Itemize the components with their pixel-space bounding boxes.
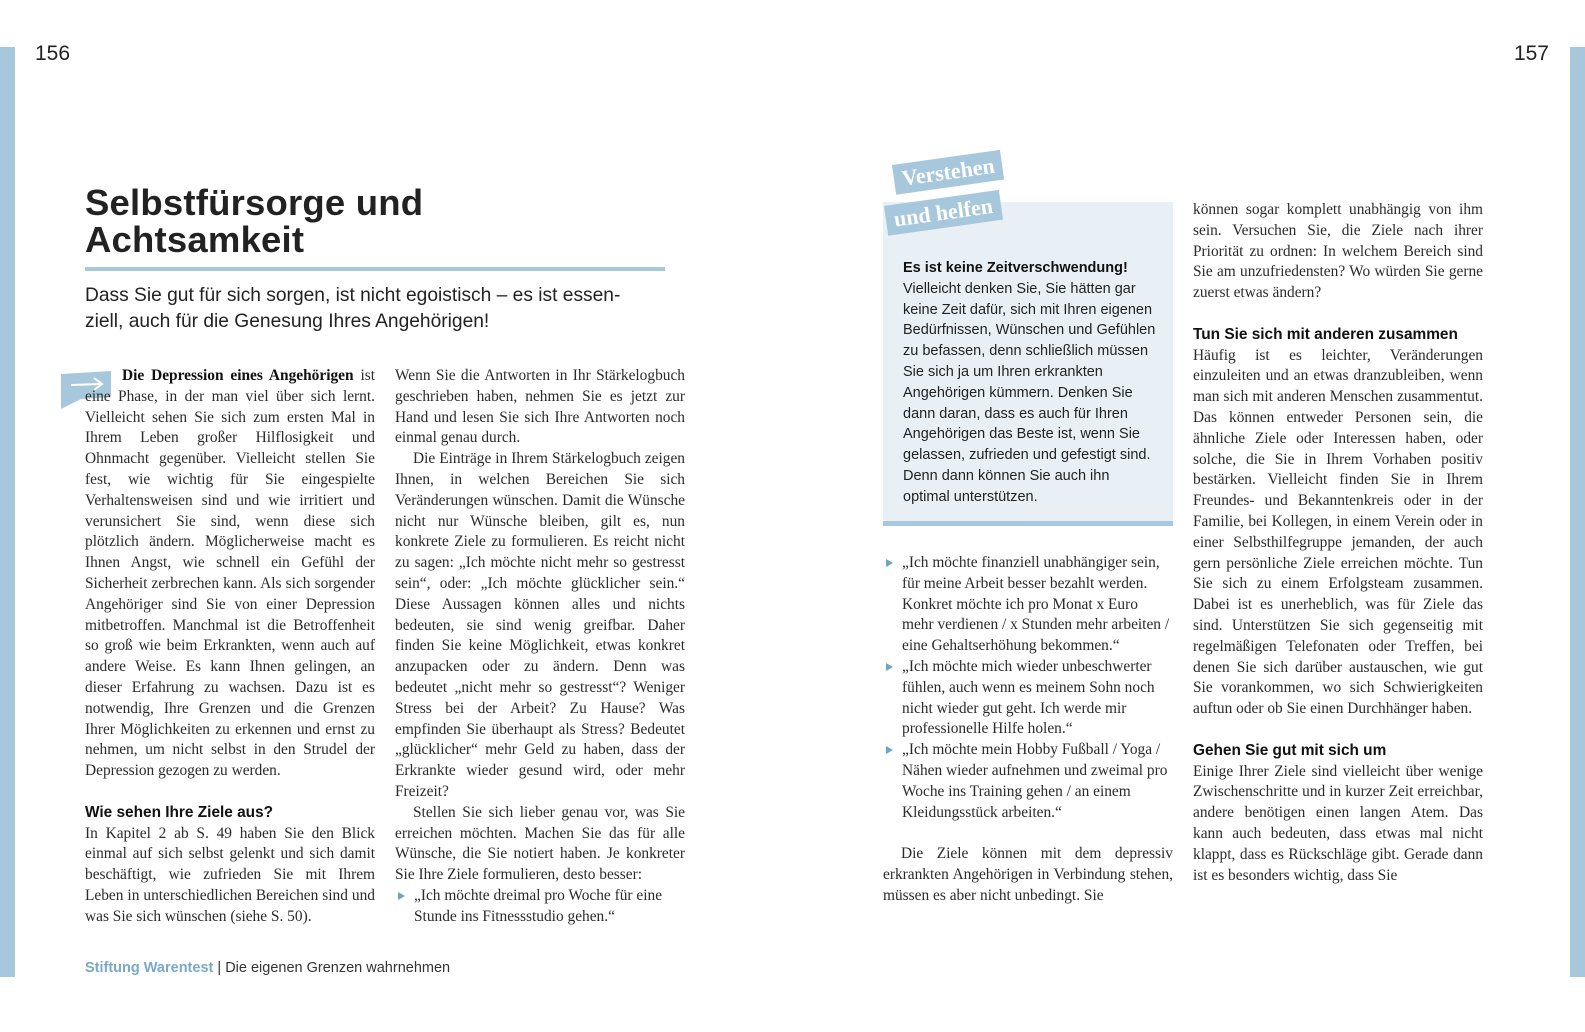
badge-line-2: und helfen xyxy=(884,190,1003,236)
running-footer xyxy=(85,960,450,976)
badge-line-1: Verstehen xyxy=(892,150,1004,195)
body-paragraph: Häufig ist es leichter, Veränderungen einzuleiten und an etwas dranzubleiben, wenn man sich mit anderen Menschen zusammentut. Das können entweder Personen sein, die ähnliche Ziele oder Interessen haben, oder solche, die Sie in Ihrem Vorhaben positiv bestärken. Vielleicht finden Sie in Ihrem Freundes- und Bekanntenkreis oder in der Familie, bei Kollegen, in einem Verein oder in einer Selbsthilfegruppe jemanden, der auch gern persönliche Ziele erreichen möchte. Tun Sie sich zu einem Erfolgsteam zusammen. Dabei ist es unerheblich, was für Ziele das sind. Unterstützen Sie sich gegenseitig mit regelmäßigen Telefonaten oder Treffen, bei denen Sie sich darüber austauschen, wie gut Sie vorankommen, wo sich Schwierigkeiten auftun oder ob Sie einen Durchhänger haben. xyxy=(1193,346,1483,718)
left-column-1 xyxy=(85,366,375,928)
info-box-body: Vielleicht denken Sie, Sie hätten gar keine Zeit dafür, sich mit Ihren eigenen Bedürfnissen, Wünschen und Gefühlen zu befassen, denn schließlich müssen Sie sich ja um Ihren erkrankten Angehörigen kümmern. Denken Sie dann daran, dass es auch für Ihren Angehörigen das Beste ist, wenn Sie gelassen, zufrieden und gefestigt sind. Denn dann können Sie auch ihn optimal unterstützen. xyxy=(903,280,1156,505)
right-page xyxy=(790,0,1585,1032)
body-paragraph: Die Ziele können mit dem depressiv erkrankten Angehörigen in Verbindung stehen, müssen es aber nicht unbedingt. Sie xyxy=(883,845,1173,904)
body-paragraph: Stellen Sie sich lieber genau vor, was Sie erreichen möchten. Machen Sie das für alle Wünsche, die Sie notiert haben. Je konkreter Sie Ihre Ziele formulieren, desto besser: xyxy=(395,803,685,884)
list-item-text: „Ich möchte dreimal pro Woche für eine Stunde ins Fitnessstudio gehen.“ xyxy=(414,886,663,925)
bullet-triangle-icon xyxy=(886,559,893,567)
bullet-triangle-icon xyxy=(886,746,893,754)
section-heading: Wie sehen Ihre Ziele aus? xyxy=(85,803,274,821)
page-number: 156 xyxy=(35,42,71,65)
info-box-rule xyxy=(883,521,1173,526)
list-item-text: „Ich möchte mich wieder unbeschwerter fühlen, auch wenn es meinem Sohn noch nicht wieder gut geht. Ich werde mir professionelle Hilfe holen.“ xyxy=(902,657,1155,738)
title-line-2: Achtsamkeit xyxy=(85,219,305,260)
lead-line-1: Dass Sie gut für sich sorgen, ist nicht egoistisch – es ist essen- xyxy=(85,285,621,306)
list-item xyxy=(883,553,1173,657)
page-edge-bar xyxy=(1570,47,1585,977)
page-title xyxy=(85,184,685,258)
info-box-text xyxy=(903,258,1158,508)
lead-line-2: ziell, auch für die Genesung Ihres Angehörigen! xyxy=(85,311,490,332)
list-item-text: „Ich möchte mein Hobby Fußball / Yoga / Nähen wieder aufnehmen und zweimal pro Woche ins Training gehen / an einem Kleidungsstück arbeiten.“ xyxy=(902,741,1168,821)
left-page xyxy=(0,0,790,1032)
goal-list xyxy=(883,553,1173,823)
body-paragraph: Wenn Sie die Antworten in Ihr Stärkelogbuch geschrieben haben, nehmen Sie es jetzt zur Hand und lesen Sie sich Ihre Antworten noch einmal genau durch. xyxy=(395,367,685,447)
list-item xyxy=(395,886,685,928)
intro-paragraph xyxy=(48,366,375,782)
list-item xyxy=(883,657,1173,740)
right-column-1 xyxy=(883,553,1173,907)
intro-text: ist eine Phase, in der man viel über sich lernt. Vielleicht sehen Sie sich zum ersten Mal in Ihrem Leben großer Hilflosigkeit und Ohnmacht gegenüber. Vielleicht stellen Sie fest, wie wichtig für Sie eingespielte Verhaltensweisen sind und wie irritiert und verunsichert Sie sind, wenn diese sich plötzlich ändern. Möglicherweise macht es Ihnen Angst, wie schnell ein Gefühl der Sicherheit zerbrechen kann. Als sich sorgender Angehöriger sind Sie von einer Depression mitbetroffen. Manchmal ist die Betroffenheit so groß wie beim Erkrankten, wenn auch auf andere Weise. Es kann Ihnen gelingen, an dieser Erfahrung zu wachsen. Dazu ist es notwendig, Ihre Grenzen und die Grenzen Ihrer Möglichkeiten zu erkennen und ernst zu nehmen, um nicht selbst in den Strudel der Depression gezogen zu werden. xyxy=(85,367,375,780)
list-item-text: „Ich möchte finanziell unabhängiger sein, für meine Arbeit besser bezahlt werden. Konkret möchte ich pro Monat x Euro mehr verdienen / x Stunden mehr arbeiten / eine Gehaltserhöhung bekommen.“ xyxy=(902,554,1170,655)
run-in-heading: Die Depression eines Angehörigen xyxy=(122,367,354,384)
title-line-1: Selbstfürsorge und xyxy=(85,182,424,223)
page-number: 157 xyxy=(1513,42,1549,65)
footer-separator: | xyxy=(217,960,222,976)
body-paragraph: Die Einträge in Ihrem Stärkelogbuch zeigen Ihnen, in welchen Bereichen Sie sich Veränderungen wünschen. Damit die Wünsche nicht nur Wünsche bleiben, gilt es, nun konkrete Ziele zu formulieren. Es reicht nicht zu sagen: „Ich möchte nicht mehr so gestresst sein“, oder: „Ich möchte glücklicher sein.“ Diese Aussagen können alles und nichts bedeuten, sie sind wenig greifbar. Daher finden Sie keine Möglichkeit, etwas konkret anzupacken oder zu ändern. Denn was bedeutet „nicht mehr so gestresst“? Weniger Stress bei der Arbeit? Zu Hause? Was empfinden Sie überhaupt als Stress? Bedeutet „glücklicher“ mehr Geld zu haben, dass der Erkrankte wieder gesund wird, oder mehr Freizeit? xyxy=(395,450,685,800)
bullet-triangle-icon xyxy=(398,892,405,900)
list-item xyxy=(883,740,1173,823)
body-paragraph: können sogar komplett unabhängig von ihm sein. Versuchen Sie, die Ziele nach ihrer Priorität zu ordnen: In welchem Bereich sind Sie am unzufriedensten? Wo würden Sie gerne zuerst etwas ändern? xyxy=(1193,201,1483,302)
body-paragraph: Einige Ihrer Ziele sind vielleicht über wenige Zwischenschritte und in kurzer Zeit erreichbar, andere benötigen einen langen Atem. Das kann auch bedeuten, dass etwas mal nicht klappt, dass es Rückschläge gibt. Gerade dann ist es besonders wichtig, dass Sie xyxy=(1193,762,1483,884)
left-column-2 xyxy=(395,366,685,928)
page-edge-bar xyxy=(0,47,15,977)
footer-brand: Stiftung Warentest xyxy=(85,960,214,976)
goal-list xyxy=(395,886,685,928)
footer-chapter: Die eigenen Grenzen wahrnehmen xyxy=(225,960,451,976)
bullet-triangle-icon xyxy=(886,663,893,671)
body-paragraph: In Kapitel 2 ab S. 49 haben Sie den Blick einmal auf sich selbst gelenkt und sich damit beschäftigt, wie zufrieden Sie mit Ihrem Leben in unterschiedlichen Bereichen sind und was Sie sich wünschen (siehe S. 50). xyxy=(85,824,375,925)
lead-text xyxy=(85,283,685,335)
info-box-heading: Es ist keine Zeitverschwendung! xyxy=(903,260,1128,276)
title-rule xyxy=(85,267,665,271)
section-heading: Gehen Sie gut mit sich um xyxy=(1193,741,1387,759)
right-column-2 xyxy=(1193,200,1483,886)
section-heading: Tun Sie sich mit anderen zusammen xyxy=(1193,325,1458,343)
